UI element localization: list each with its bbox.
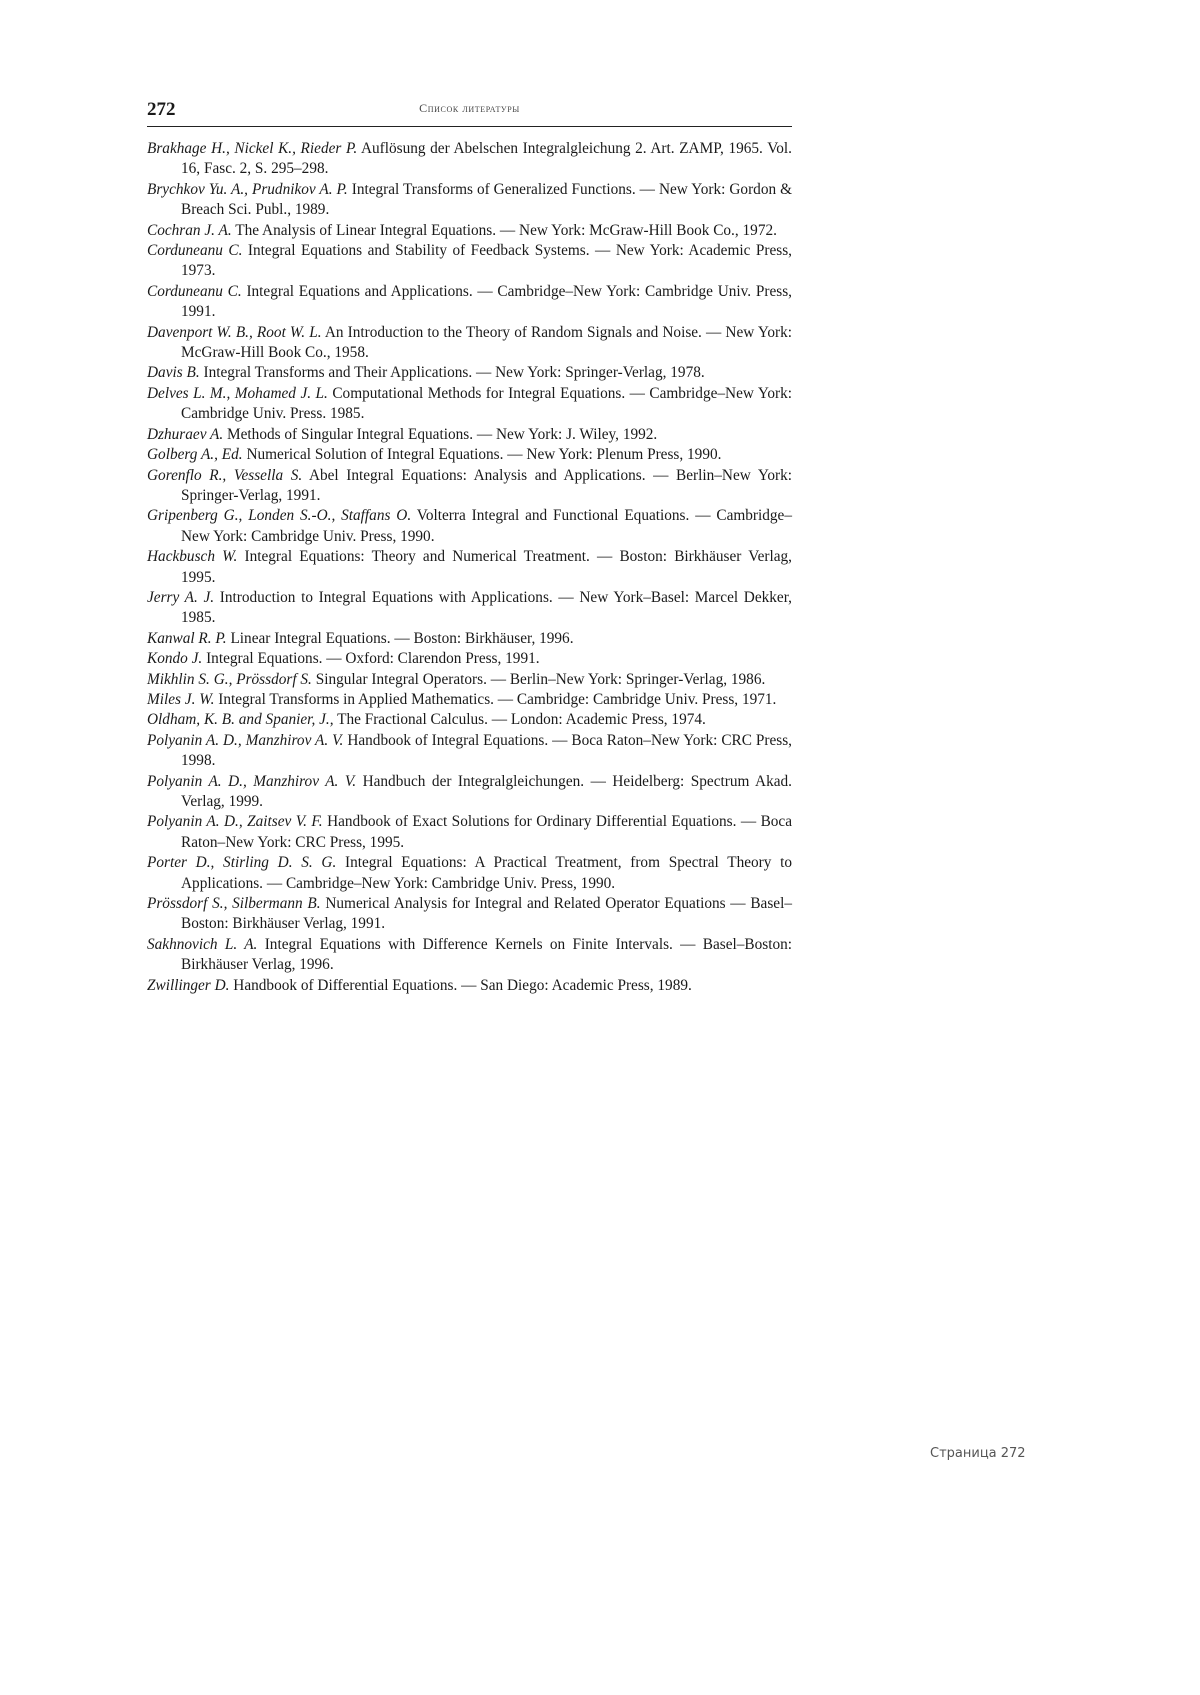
reference-authors: Golberg A., Ed. [147, 446, 243, 464]
reference-authors: Davenport W. B., Root W. L. [147, 323, 322, 341]
reference-entry [147, 180, 792, 221]
reference-authors: Kondo J. [147, 650, 203, 668]
reference-authors: Cochran J. A. [147, 221, 232, 239]
reference-authors: Kanwal R. P. [147, 629, 227, 647]
reference-entry [147, 649, 792, 669]
reference-entry [147, 853, 792, 894]
reference-text: Integral Equations: Theory and Numerical Treatment. — Boston: Birkhäuser Verlag, 1995. [181, 548, 792, 586]
reference-authors: Porter D., Stirling D. S. G. [147, 854, 337, 872]
reference-text: Linear Integral Equations. — Boston: Birkhäuser, 1996. [230, 629, 574, 647]
reference-entry [147, 282, 792, 323]
reference-text: Integral Equations with Difference Kernels on Finite Intervals. — Basel–Boston: Birkhäuser Verlag, 1996. [181, 935, 793, 974]
reference-entry [147, 221, 792, 241]
reference-authors: Sakhnovich L. A. [147, 935, 258, 953]
reference-entry [147, 241, 792, 282]
reference-authors: Brychkov Yu. A., Prudnikov A. P. [147, 180, 348, 198]
reference-entry [147, 139, 792, 180]
reference-authors: Oldham, K. B. and Spanier, J., [147, 711, 334, 729]
reference-text: Volterra Integral and Functional Equations. — Cambridge–New York: Cambridge Univ. Press, 1990. [181, 507, 792, 545]
reference-authors: Dzhuraev A. [147, 425, 224, 443]
reference-text: Computational Methods for Integral Equations. — Cambridge–New York: Cambridge Univ. Press. 1985. [181, 384, 792, 423]
reference-text: Numerical Solution of Integral Equations. — New York: Plenum Press, 1990. [246, 446, 722, 464]
reference-authors: Gripenberg G., Londen S.-O., Staffans O. [147, 507, 412, 525]
reference-text: Handbook of Exact Solutions for Ordinary Differential Equations. — Boca Raton–New York: CRC Press, 1995. [181, 813, 793, 851]
reference-entry [147, 547, 792, 588]
page-label: Страница 272 [930, 1446, 1026, 1461]
reference-entry [147, 772, 792, 813]
reference-authors: Hackbusch W. [147, 548, 238, 566]
reference-entry [147, 588, 792, 629]
reference-list [147, 139, 792, 996]
reference-text: Integral Equations and Applications. — Cambridge–New York: Cambridge Univ. Press, 1991. [181, 282, 792, 321]
reference-text: Handbuch der Integralgleichungen. — Heidelberg: Spectrum Akad. Verlag, 1999. [181, 772, 792, 810]
reference-text: Methods of Singular Integral Equations. — New York: J. Wiley, 1992. [227, 425, 658, 443]
reference-authors: Mikhlin S. G., Prössdorf S. [147, 670, 312, 688]
reference-text: Numerical Analysis for Integral and Related Operator Equations — Basel–Boston: Birkhäuser Verlag, 1991. [181, 895, 792, 933]
reference-authors: Brakhage H., Nickel K., Rieder P. [147, 140, 358, 157]
reference-entry [147, 731, 792, 772]
reference-entry [147, 506, 792, 547]
reference-authors: Gorenflo R., Vessella S. [147, 466, 303, 484]
reference-authors: Davis B. [147, 364, 200, 382]
reference-entry [147, 466, 792, 507]
reference-authors: Corduneanu C. [147, 242, 243, 260]
reference-text: The Analysis of Linear Integral Equations. — New York: McGraw-Hill Book Co., 1972. [235, 221, 777, 239]
page-content [147, 98, 792, 996]
reference-authors: Miles J. W. [147, 690, 215, 708]
reference-text: Handbook of Integral Equations. — Boca Raton–New York: CRC Press, 1998. [181, 731, 792, 770]
reference-entry [147, 629, 792, 649]
reference-entry [147, 710, 792, 730]
reference-authors: Zwillinger D. [147, 976, 230, 994]
reference-authors: Delves L. M., Mohamed J. L. [147, 384, 328, 402]
reference-text: The Fractional Calculus. — London: Academic Press, 1974. [337, 711, 706, 729]
section-title: Список литературы [419, 101, 520, 115]
reference-authors: Prössdorf S., Silbermann B. [147, 895, 321, 913]
reference-authors: Polyanin A. D., Manzhirov A. V. [147, 772, 357, 790]
page-number: 272 [147, 99, 176, 120]
reference-entry [147, 445, 792, 465]
reference-text: Integral Equations: A Practical Treatment, from Spectral Theory to Applications. — Cambridge–New York: Cambridge Univ. Press, 1990. [181, 854, 793, 892]
reference-entry [147, 690, 792, 710]
reference-text: Introduction to Integral Equations with Applications. — New York–Basel: Marcel Dekker, 1985. [181, 588, 793, 627]
reference-entry [147, 323, 792, 364]
reference-text: Abel Integral Equations: Analysis and Applications. — Berlin–New York: Springer-Verlag, 1991. [181, 466, 792, 504]
reference-entry [147, 363, 792, 383]
running-head [147, 98, 792, 127]
reference-text: Singular Integral Operators. — Berlin–New York: Springer-Verlag, 1986. [315, 670, 766, 688]
reference-text: An Introduction to the Theory of Random Signals and Noise. — New York: McGraw-Hill Book Co., 1958. [181, 323, 792, 362]
reference-entry [147, 812, 792, 853]
reference-text: Integral Transforms in Applied Mathematics. — Cambridge: Cambridge Univ. Press, 1971. [218, 690, 777, 708]
reference-text: Integral Transforms and Their Applications. — New York: Springer-Verlag, 1978. [203, 364, 705, 382]
reference-entry [147, 894, 792, 935]
reference-entry [147, 425, 792, 445]
reference-authors: Jerry A. J. [147, 588, 215, 606]
reference-text: Integral Transforms of Generalized Functions. — New York: Gordon & Breach Sci. Publ., 1989. [181, 180, 792, 219]
reference-text: Auflösung der Abelschen Integralgleichung 2. Art. ZAMP, 1965. Vol. 16, Fasc. 2, S. 295–298. [181, 140, 793, 178]
reference-entry [147, 384, 792, 425]
reference-entry [147, 976, 792, 996]
reference-entry [147, 670, 792, 690]
reference-text: Integral Equations. — Oxford: Clarendon Press, 1991. [206, 650, 540, 668]
reference-text: Handbook of Differential Equations. — San Diego: Academic Press, 1989. [233, 976, 692, 994]
reference-entry [147, 935, 792, 976]
reference-authors: Polyanin A. D., Zaitsev V. F. [147, 813, 323, 831]
reference-authors: Corduneanu C. [147, 282, 242, 300]
reference-authors: Polyanin A. D., Manzhirov A. V. [147, 731, 344, 749]
reference-text: Integral Equations and Stability of Feedback Systems. — New York: Academic Press, 1973. [181, 242, 792, 280]
